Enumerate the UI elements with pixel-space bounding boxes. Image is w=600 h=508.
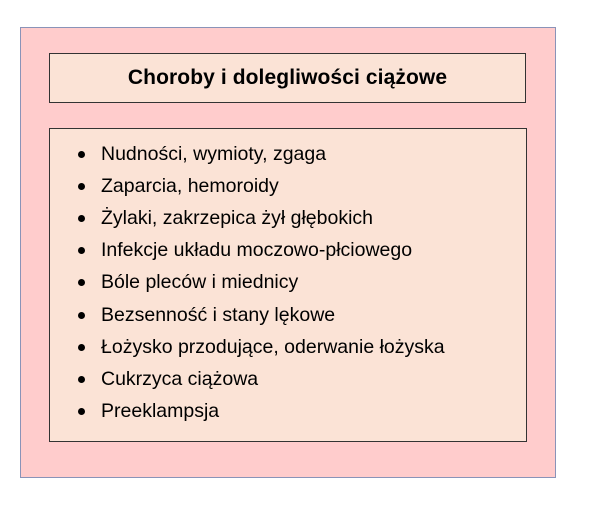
bullet-icon [78,344,85,351]
bullet-icon [78,151,85,158]
list-item [50,138,526,170]
list-item [50,299,526,331]
list-item [50,202,526,234]
bullet-icon [78,215,85,222]
list-item-text: Infekcje układu moczowo-płciowego [101,239,413,262]
bullet-icon [78,279,85,286]
list-item [50,363,526,395]
bullet-icon [78,183,85,190]
list-item [50,235,526,267]
bullet-icon [78,408,85,415]
list-item-text: Żylaki, zakrzepica żył głębokich [101,206,374,229]
page-title: Choroby i dolegliwości ciążowe [127,66,448,89]
list-item [50,331,526,363]
bullet-icon [78,247,85,254]
list-item-text: Nudności, wymioty, zgaga [101,142,327,165]
list-item-text: Bezsenność i stany lękowe [101,303,336,326]
bullet-list [50,138,526,428]
list-item [50,170,526,202]
list-box [49,128,527,442]
list-item [50,267,526,299]
title-box [49,53,526,103]
list-item-text: Cukrzyca ciążowa [101,367,259,390]
list-item-text: Łożysko przodujące, oderwanie łożyska [101,335,445,358]
list-item-text: Zaparcia, hemoroidy [101,174,279,197]
list-item-text: Bóle pleców i miednicy [101,271,299,294]
list-item [50,396,526,428]
bullet-icon [78,312,85,319]
bullet-icon [78,376,85,383]
list-item-text: Preeklampsja [101,400,220,423]
